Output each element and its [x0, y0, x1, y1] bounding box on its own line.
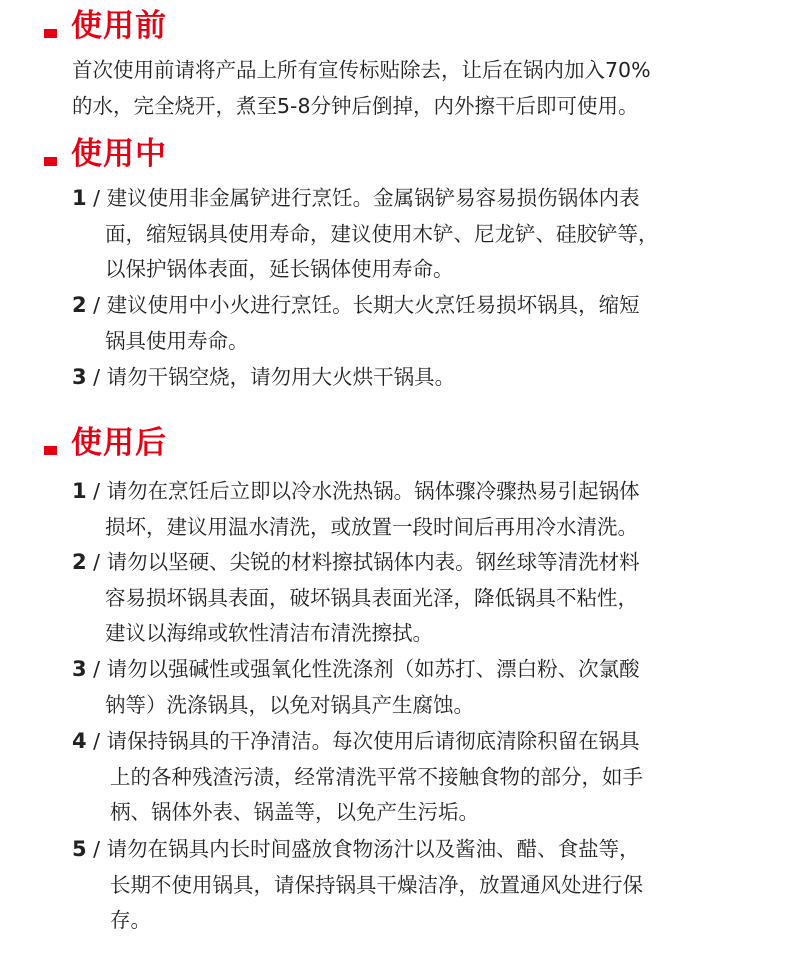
item-text: 容易损坏锅具表面，破坏锅具表面光泽，降低锅具不粘性，	[105, 585, 638, 610]
section-title: 使用中	[71, 136, 167, 172]
item-number: 2	[72, 293, 87, 317]
item-separator: /	[86, 657, 107, 681]
item-number: 4	[72, 729, 87, 753]
item-text: 请勿在烹饪后立即以冷水洗热锅。锅体骤冷骤热易引起锅体	[106, 479, 640, 503]
item-text: 建议使用中小火进行烹饪。长期大火烹饪易损坏锅具，缩短	[106, 293, 640, 317]
item-number: 3	[72, 365, 87, 389]
list-item	[72, 652, 712, 723]
list-item	[72, 474, 712, 545]
section-heading-after-use	[44, 423, 167, 463]
section-title: 使用后	[71, 425, 167, 461]
list-item	[72, 360, 712, 396]
list-item	[72, 832, 712, 939]
list-item	[72, 545, 712, 652]
item-number: 1	[72, 186, 87, 210]
item-separator: /	[86, 550, 107, 574]
red-square-bullet-icon	[44, 446, 57, 455]
red-square-bullet-icon	[44, 157, 57, 166]
item-separator: /	[86, 293, 107, 317]
item-separator: /	[86, 186, 107, 210]
list-item	[72, 181, 712, 288]
item-text: 请勿以强碱性或强氧化性洗涤剂（如苏打、漂白粉、次氯酸	[106, 657, 640, 681]
red-square-bullet-icon	[44, 29, 57, 38]
intro-line: 的水，完全烧开，煮至5-8分钟后倒掉，内外擦干后即可使用。	[72, 93, 639, 118]
item-text: 建议以海绵或软性清洁布清洗擦拭。	[105, 621, 433, 645]
intro-paragraph	[72, 53, 712, 124]
item-text: 损坏，建议用温水清洗，或放置一段时间后再用冷水清洗。	[105, 514, 638, 539]
list-item	[72, 724, 712, 831]
list-item	[72, 288, 712, 359]
item-text: 柄、锅体外表、锅盖等，以免产生污垢。	[110, 800, 479, 824]
item-text: 长期不使用锅具，请保持锅具干燥洁净，放置通风处进行保	[110, 872, 643, 897]
item-separator: /	[86, 837, 107, 861]
item-text: 锅具使用寿命。	[105, 328, 249, 353]
item-separator: /	[86, 365, 107, 389]
item-text: 以保护锅体表面，延长锅体使用寿命。	[105, 257, 454, 281]
item-text: 请保持锅具的干净清洁。每次使用后请彻底清除积留在锅具	[106, 729, 640, 753]
item-number: 1	[72, 479, 87, 503]
item-text: 存。	[110, 908, 151, 932]
item-text: 请勿干锅空烧，请勿用大火烘干锅具。	[106, 365, 456, 389]
item-separator: /	[86, 729, 107, 753]
item-number: 5	[72, 837, 87, 861]
section-heading-before-use	[44, 6, 167, 46]
item-text: 面，缩短锅具使用寿命，建议使用木铲、尼龙铲、硅胶铲等，	[105, 221, 659, 246]
section-heading-during-use	[44, 134, 167, 174]
item-number: 2	[72, 550, 87, 574]
section-title: 使用前	[71, 8, 167, 44]
intro-line: 首次使用前请将产品上所有宣传标贴除去，让后在锅内加入70%	[72, 58, 651, 82]
item-number: 3	[72, 657, 87, 681]
item-text: 请勿在锅具内长时间盛放食物汤汁以及酱油、醋、食盐等，	[106, 837, 640, 861]
item-text: 建议使用非金属铲进行烹饪。金属锅铲易容易损伤锅体内表	[106, 186, 640, 210]
item-text: 上的各种残渣污渍，经常清洗平常不接触食物的部分，如手	[110, 764, 643, 789]
item-text: 请勿以坚硬、尖锐的材料擦拭锅体内表。钢丝球等清洗材料	[106, 550, 640, 574]
item-separator: /	[86, 479, 107, 503]
item-text: 钠等）洗涤锅具，以免对锅具产生腐蚀。	[105, 692, 474, 717]
